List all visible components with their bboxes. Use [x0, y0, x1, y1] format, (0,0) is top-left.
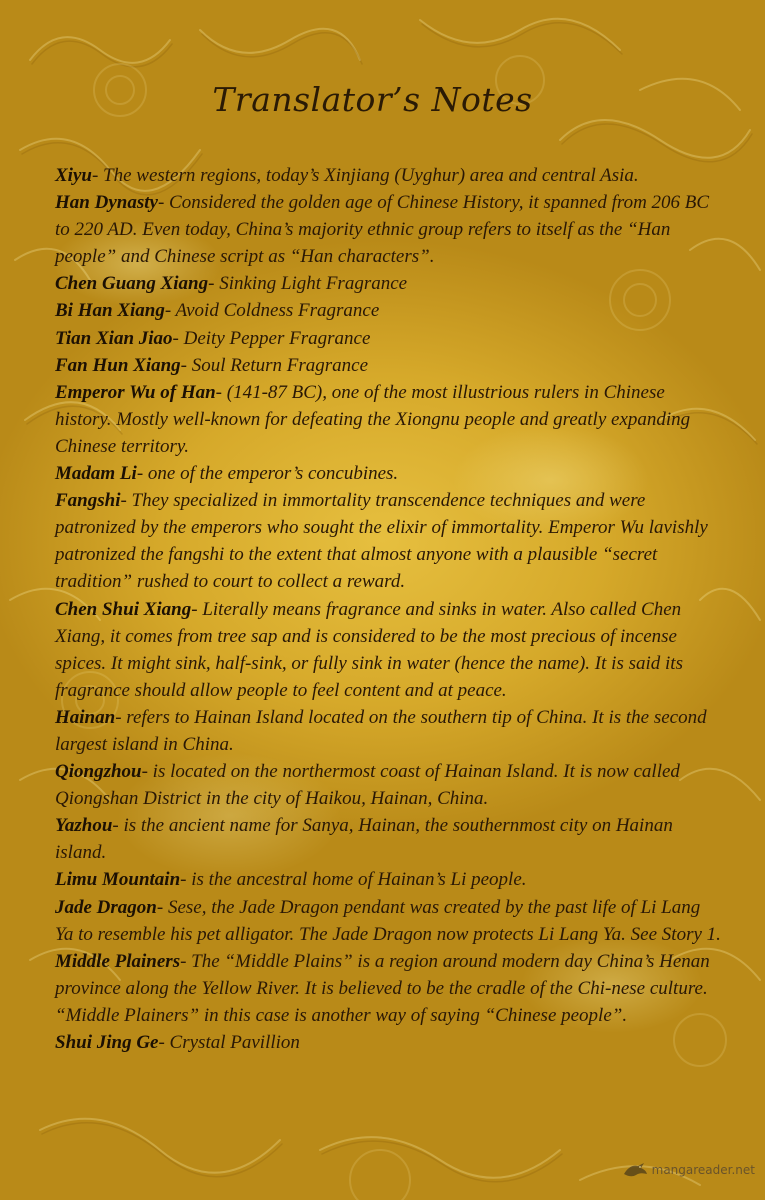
note-entry-limu-mountain	[55, 866, 723, 893]
note-term: Hainan	[55, 706, 116, 728]
note-definition: - is the ancestral home of Hainan’s Li people.	[180, 869, 527, 891]
note-term: Limu Mountain	[55, 869, 181, 891]
note-entry-shui-jing-ge	[55, 1029, 723, 1056]
note-definition: - Considered the golden age of Chinese History, it spanned from 206 BC to 220 AD. Even today, China’s majority ethnic group refers to itself as the “Han people” and Chinese script as “Han characters”.	[55, 192, 710, 268]
crow-logo-icon	[622, 1160, 648, 1180]
note-entry-han-dynasty	[55, 189, 723, 270]
note-term: Yazhou	[55, 815, 113, 837]
note-entry-fangshi	[55, 487, 723, 595]
note-definition: - Sinking Light Fragrance	[208, 273, 408, 295]
note-term: Chen Shui Xiang	[55, 598, 192, 620]
note-definition: - refers to Hainan Island located on the southern tip of China. It is the second largest island in China.	[55, 706, 707, 755]
note-term: Fangshi	[55, 490, 121, 512]
note-term: Emperor Wu of Han	[55, 381, 216, 403]
note-term: Qiongzhou	[55, 761, 142, 783]
note-definition: - is located on the northermost coast of Hainan Island. It is now called Qiongshan District in the city of Haikou, Hainan, China.	[55, 761, 680, 810]
watermark-text: mangareader.net	[651, 1163, 755, 1177]
note-entry-fan-hun-xiang	[55, 352, 723, 379]
note-entry-bi-han-xiang	[55, 297, 723, 324]
note-definition: - Sese, the Jade Dragon pendant was created by the past life of Li Lang Ya to resemble his pet alligator. The Jade Dragon now protects Li Lang Ya. See Story 1.	[55, 896, 721, 945]
note-definition: - The western regions, today’s Xinjiang (Uyghur) area and central Asia.	[91, 165, 639, 186]
note-definition: - Soul Return Fragrance	[180, 354, 368, 376]
note-term: Xiyu	[55, 165, 92, 186]
notes-list	[55, 162, 723, 1056]
page-title: Translator’s Notes	[212, 80, 533, 119]
note-term: Madam Li	[55, 463, 137, 485]
note-term: Shui Jing Ge	[55, 1032, 159, 1053]
note-entry-chen-shui-xiang	[55, 596, 723, 704]
note-definition: - Literally means fragrance and sinks in water. Also called Chen Xiang, it comes from tree sap and is considered to be the most precious of incense spices. It might sink, half-sink, or fully sink in water (hence the name). It is said its fragrance should allow people to feel content and at peace.	[55, 598, 683, 701]
note-term: Middle Plainers	[55, 950, 181, 972]
note-definition: - one of the emperor’s concubines.	[136, 463, 399, 485]
note-definition: - Avoid Coldness Fragrance	[164, 300, 380, 322]
note-term: Jade Dragon	[55, 896, 157, 918]
note-term: Chen Guang Xiang	[55, 273, 209, 295]
note-entry-madam-li	[55, 460, 723, 487]
note-entry-middle-plainers	[55, 948, 723, 1029]
note-term: Tian Xian Jiao	[55, 327, 173, 349]
note-term: Fan Hun Xiang	[55, 354, 181, 376]
note-entry-jade-dragon	[55, 894, 723, 948]
note-definition: - is the ancient name for Sanya, Hainan, the southernmost city on Hainan island.	[55, 815, 673, 864]
note-term: Han Dynasty	[55, 192, 158, 214]
note-definition: - They specialized in immortality transcendence techniques and were patronized by the emperors who sought the elixir of immortality. Emperor Wu lavishly patronized the fangshi to the extent that almost anyone with a plausible “secret tradition” rushed to court to collect a reward.	[55, 490, 708, 593]
note-definition: - The “Middle Plains” is a region around modern day China’s Henan province along the Yellow River. It is believed to be the cradle of the Chi-nese culture. “Middle Plainers” in this case is another way of saying “Chinese people”.	[55, 950, 710, 1026]
note-definition: - Deity Pepper Fragrance	[172, 327, 371, 349]
note-entry-qiongzhou	[55, 758, 723, 812]
note-entry-chen-guang-xiang	[55, 270, 723, 297]
note-term: Bi Han Xiang	[55, 300, 165, 322]
note-entry-tian-xian-jiao	[55, 325, 723, 352]
site-watermark	[622, 1160, 755, 1180]
note-entry-yazhou	[55, 812, 723, 866]
note-definition: - Crystal Pavillion	[158, 1032, 300, 1053]
note-entry-xiyu	[55, 162, 723, 189]
note-entry-hainan	[55, 704, 723, 758]
note-entry-emperor-wu	[55, 379, 723, 460]
note-definition: - (141-87 BC), one of the most illustrious rulers in Chinese history. Mostly well-known for defeating the Xiongnu people and greatly expanding Chinese territory.	[55, 381, 691, 457]
